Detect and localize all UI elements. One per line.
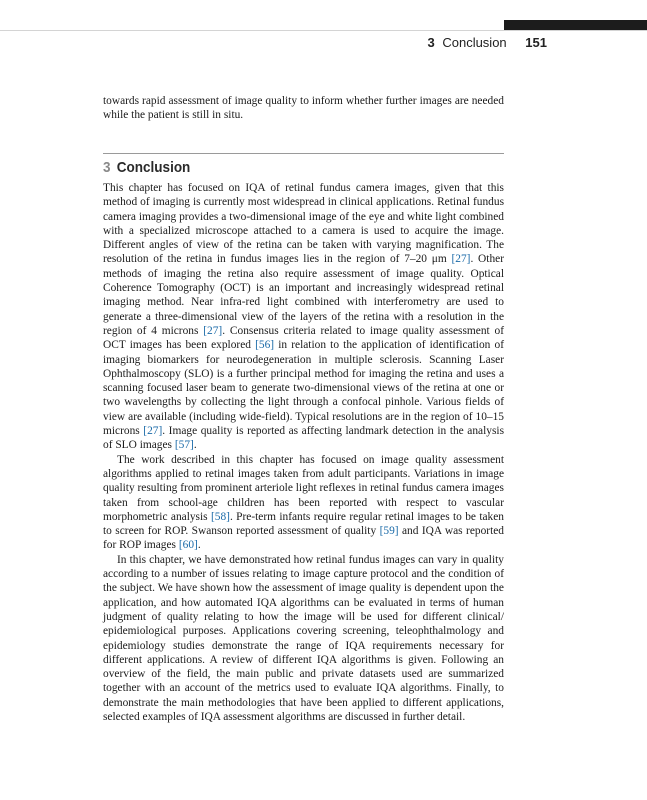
citation-link[interactable]: [60] (178, 539, 198, 552)
citation-link[interactable]: [58] (210, 510, 230, 523)
body-paragraph-3: In this chapter, we have demonstrated how retinal fundus images can vary in quality according to a number of issues relating to image capture protocol and the condition of the subject. We have shown how the assessment of image quality is dependent upon the application, and how automated IQA algorithms can be evaluated in terms of human judgment of quality relating to how the image will be used for different clinical/ epidemiological purposes. Applications covering screening, teleophthalmology and epidemiology studies demonstrate the range of IQA requirements necessary for different applications. A review of different IQA algorithms is given. Following an overview of the field, the main public and private datasets used are summarized together with an account of the metrics used to evaluate IQA algorithms. Finally, to demonstrate the main methodologies that have been applied to different applications, selected examples of IQA assessment algorithms are discussed in further detail. (103, 553, 504, 723)
intro-paragraph (103, 94, 504, 123)
section-heading-title: Conclusion (116, 159, 191, 176)
page-number: 151 (525, 35, 547, 50)
section-body (103, 181, 504, 724)
citation-link[interactable]: [56] (255, 339, 275, 352)
section-heading (103, 158, 190, 178)
running-head-section-title: Conclusion (442, 35, 507, 50)
section-rule (103, 153, 504, 154)
citation-link[interactable]: [27] (203, 324, 223, 337)
citation-link[interactable]: [27] (451, 253, 471, 266)
header-black-bar (504, 20, 647, 30)
header-rule (0, 30, 647, 31)
running-head-section-number: 3 (427, 35, 435, 50)
intro-text: towards rapid assessment of image quality to inform whether further images are needed while the patient is still in situ. (103, 95, 504, 122)
running-head (427, 34, 547, 52)
body-paragraph-1: This chapter has focused on IQA of retinal fundus camera images, given that this method of imaging is currently most widespread in clinical applications. Retinal fundus camera imaging provides a two-dimensional image of the eye and white light combined with a specialized microscope attached to a camera is used to acquire the image. Different angles of view of the retina can be taken with varying magnification. The resolution of the retina in fundus images lies in the region of 7–20 μm [27]. Other methods of imaging the retina also require assessment of image quality. Optical Coherence Tomography (OCT) is an important and increasingly widespread retinal imaging method. Near infra-red light combined with interferometry are used to generate a three-dimensional view of the layers of the retina with a resolution in the region of 4 microns [27]. Consensus criteria related to image quality assessment of OCT images has been explored [56] in relation to the application of identification of imaging biomarkers for neurodegeneration in multiple sclerosis. Scanning Laser Ophthalmoscopy (SLO) is a further principal method for imaging the retina and uses a scanning focused laser beam to generate two-dimensional views of the retina at one or two wavelengths by collecting the light through a confocal pinhole. Various fields of view are available (including wide-field). Typical resolutions are in the region of 10–15 microns [27]. Image quality is reported as affecting landmark detection in the analysis of SLO images [57]. (103, 182, 505, 452)
body-paragraph-2: The work described in this chapter has focused on image quality assessment algorithms applied to retinal images taken from adult participants. Variations in image quality resulting from prominent arteriole light reflexes in retinal fundus camera images taken from school-age children has been reported with respect to vascular morphometric analysis [58]. Pre-term infants require regular retinal images to be taken to screen for ROP. Swanson reported assessment of quality [59] and IQA was reported for ROP images [60]. (103, 453, 504, 552)
section-heading-number: 3 (103, 159, 111, 176)
citation-link[interactable]: [59] (379, 525, 399, 538)
citation-link[interactable]: [57] (174, 439, 194, 452)
citation-link[interactable]: [27] (143, 425, 163, 438)
